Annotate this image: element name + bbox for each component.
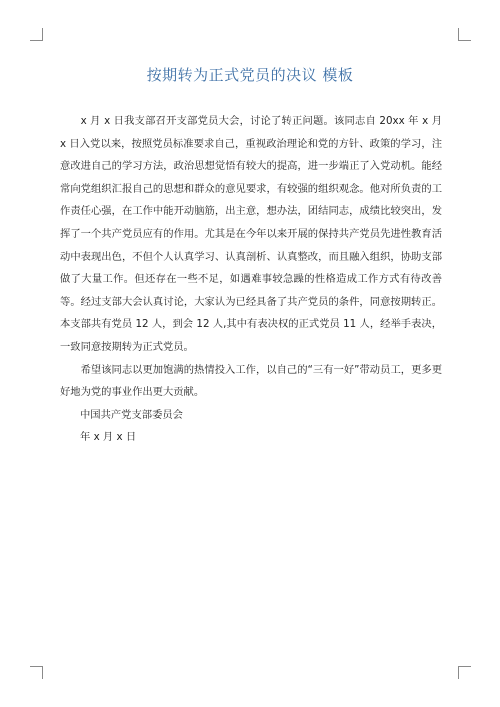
document-body (60, 110, 442, 449)
body-paragraph-2: 希望该同志以更加饱满的热情投入工作，以自己的“三有一好”带动员工，更多更好地为党的事业作出更大贡献。 (60, 363, 442, 399)
signature-date: 年 x 月 x 日 (80, 431, 137, 444)
crop-mark-top-right (458, 28, 471, 41)
document-title: 按期转为正式党员的决议 模板 (146, 66, 354, 84)
body-paragraph-1: x 月 x 日我支部召开支部党员大会，讨论了转正问题。该同志自 20xx 年 x 月 x 日入党以来，按照党员标准要求自己，重视政治理论和党的方针、政策的学习，注意改进自己的学习方法，政治思想觉悟有较大的提高，进一步端正了入党动机。能经常向党组织汇报自己的思想和群众的意见要求，有较强的组织观念。他对所负责的工作责任心强，在工作中能开动脑筋，出主意，想办法，团结同志，成绩比较突出，发挥了一个共产党员应有的作用。尤其是在今年以来开展的保持共产党员先进性教育活动中表现出色，不但个人认真学习、认真剖析、认真整改，而且融入组织，协助支部做了大量工作。但还存在一些不足，如遇难事较急躁的性格造成工作方式有待改善等。经过支部大会认真讨论，大家认为已经具备了共产党员的条件，同意按期转正。本支部共有党员 12 人，到会 12 人,其中有表决权的正式党员 11 人，经举手表决，一致同意按期转为正式党员。 (60, 115, 442, 353)
crop-mark-top-left (30, 28, 43, 41)
crop-mark-bottom-left (30, 666, 43, 679)
signature-organization: 中国共产党支部委员会 (80, 408, 183, 421)
crop-mark-bottom-right (458, 666, 471, 679)
